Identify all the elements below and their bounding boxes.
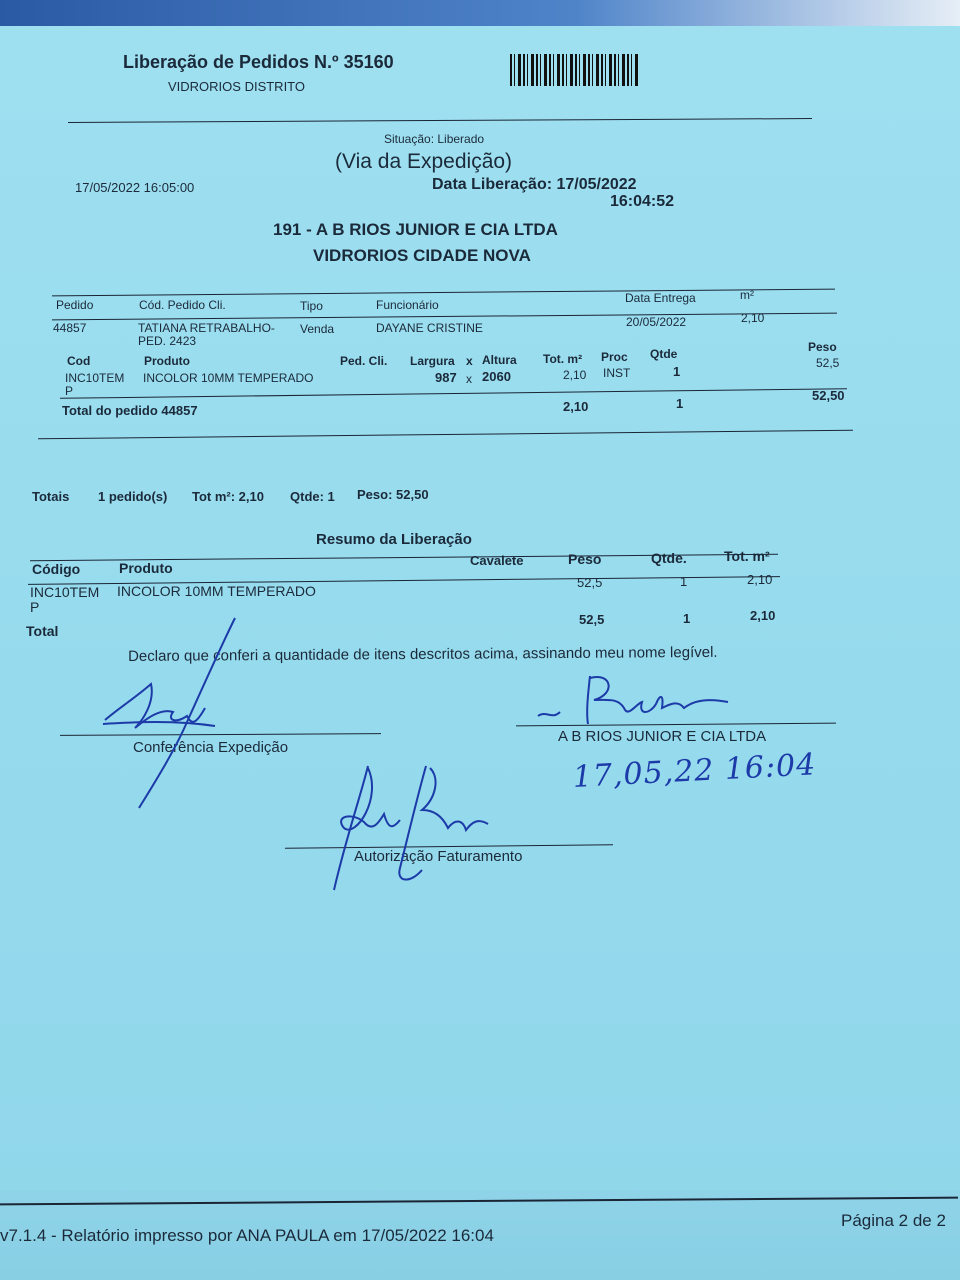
item-cod: INC10TEM (65, 371, 125, 385)
item-header-tot-m2: Tot. m² (543, 352, 583, 366)
item-altura: 2060 (482, 369, 511, 384)
header-tipo: Tipo (300, 299, 323, 313)
totais-pedidos: 1 pedido(s) (98, 489, 168, 504)
conferencia-label: Conferência Expedição (133, 739, 289, 756)
item-header-largura: Largura (410, 354, 455, 368)
item-cod-2: P (65, 384, 74, 398)
resumo-total-peso: 52,5 (579, 612, 605, 627)
resumo-row-codigo: INC10TEM (30, 584, 100, 600)
item-header-x: x (466, 354, 473, 368)
resumo-total-label: Total (26, 623, 59, 639)
item-tot-m2: 2,10 (563, 368, 587, 382)
client-signature (532, 664, 742, 734)
totais-qtde: Qtde: 1 (290, 489, 335, 504)
situacao-text: Situação: Liberado (384, 132, 485, 146)
total-pedido-label: Total do pedido 44857 (62, 403, 198, 418)
resumo-row-peso: 52,5 (577, 575, 603, 590)
totais-label: Totais (32, 489, 70, 504)
row-cod-pedido-cli-2: PED. 2423 (138, 334, 197, 348)
header-cod-pedido-cli: Cód. Pedido Cli. (139, 298, 226, 312)
autorizacao-label: Autorização Faturamento (354, 848, 523, 865)
resumo-header-tot-m2: Tot. m² (724, 548, 770, 564)
item-largura: 987 (435, 370, 457, 385)
item-header-qtde: Qtde (650, 347, 678, 361)
row-pedido: 44857 (53, 321, 87, 335)
totais-peso: Peso: 52,50 (357, 487, 429, 502)
item-header-altura: Altura (482, 353, 517, 367)
handwritten-date: 17,05,22 16:04 (572, 747, 818, 795)
resumo-header-peso: Peso (568, 551, 602, 567)
resumo-row-tot-m2: 2,10 (747, 572, 773, 587)
footer-page-number: Página 2 de 2 (841, 1211, 946, 1230)
conferencia-signature (95, 612, 245, 812)
footer-printed-by: v7.1.4 - Relatório impresso por ANA PAULA em 17/05/2022 16:04 (0, 1226, 494, 1245)
item-produto: INCOLOR 10MM TEMPERADO (143, 371, 314, 385)
resumo-row-qtde: 1 (680, 574, 688, 589)
row-funcionario: DAYANE CRISTINE (376, 321, 483, 335)
print-datetime: 17/05/2022 16:05:00 (75, 180, 195, 195)
total-pedido-m2: 2,10 (563, 399, 589, 414)
item-header-ped-cli: Ped. Cli. (340, 354, 388, 368)
resumo-total-tot-m2: 2,10 (750, 608, 776, 623)
item-x: x (466, 372, 472, 386)
item-peso: 52,5 (816, 356, 840, 370)
item-qtde: 1 (673, 364, 681, 379)
item-header-proc: Proc (601, 350, 628, 364)
company-subtitle: VIDRORIOS DISTRITO (168, 79, 305, 94)
header-pedido: Pedido (56, 298, 94, 312)
resumo-total-qtde: 1 (683, 611, 691, 626)
header-funcionario: Funcionário (376, 298, 439, 312)
row-tipo: Venda (300, 322, 335, 336)
declaration-text: Declaro que conferi a quantidade de itens descritos acima, assinando meu nome legível. (128, 643, 718, 665)
totais-m2: Tot m²: 2,10 (192, 489, 264, 504)
row-data-entrega: 20/05/2022 (626, 315, 687, 329)
row-cod-pedido-cli: TATIANA RETRABALHO- (138, 321, 275, 335)
total-pedido-peso: 52,50 (812, 388, 845, 403)
item-header-cod: Cod (67, 354, 91, 368)
resumo-row-codigo-2: P (30, 599, 40, 615)
resumo-header-produto: Produto (119, 560, 173, 576)
via-text: (Via da Expedição) (335, 150, 513, 173)
resumo-header-qtde: Qtde. (651, 550, 687, 566)
resumo-header-codigo: Código (32, 561, 81, 577)
item-proc: INST (603, 366, 631, 380)
client-name: 191 - A B RIOS JUNIOR E CIA LTDA (273, 220, 558, 239)
client-signature-label: A B RIOS JUNIOR E CIA LTDA (558, 728, 767, 745)
resumo-title: Resumo da Liberação (316, 531, 472, 548)
header-m2: m² (740, 288, 754, 302)
resumo-row-produto: INCOLOR 10MM TEMPERADO (117, 583, 316, 599)
data-liberacao: Data Liberação: 17/05/2022 (432, 176, 637, 193)
resumo-header-cavalete: Cavalete (470, 553, 524, 568)
client-store: VIDRORIOS CIDADE NOVA (313, 246, 531, 265)
document-title: Liberação de Pedidos N.º 35160 (123, 52, 394, 72)
autorizacao-signature (322, 758, 502, 898)
row-m2: 2,10 (741, 311, 765, 325)
background-edge (0, 0, 960, 26)
item-header-produto: Produto (144, 354, 190, 368)
barcode (510, 54, 638, 86)
header-data-entrega: Data Entrega (625, 291, 696, 305)
item-header-peso: Peso (808, 340, 837, 354)
total-pedido-qtde: 1 (676, 396, 684, 411)
data-liberacao-time: 16:04:52 (610, 193, 675, 210)
